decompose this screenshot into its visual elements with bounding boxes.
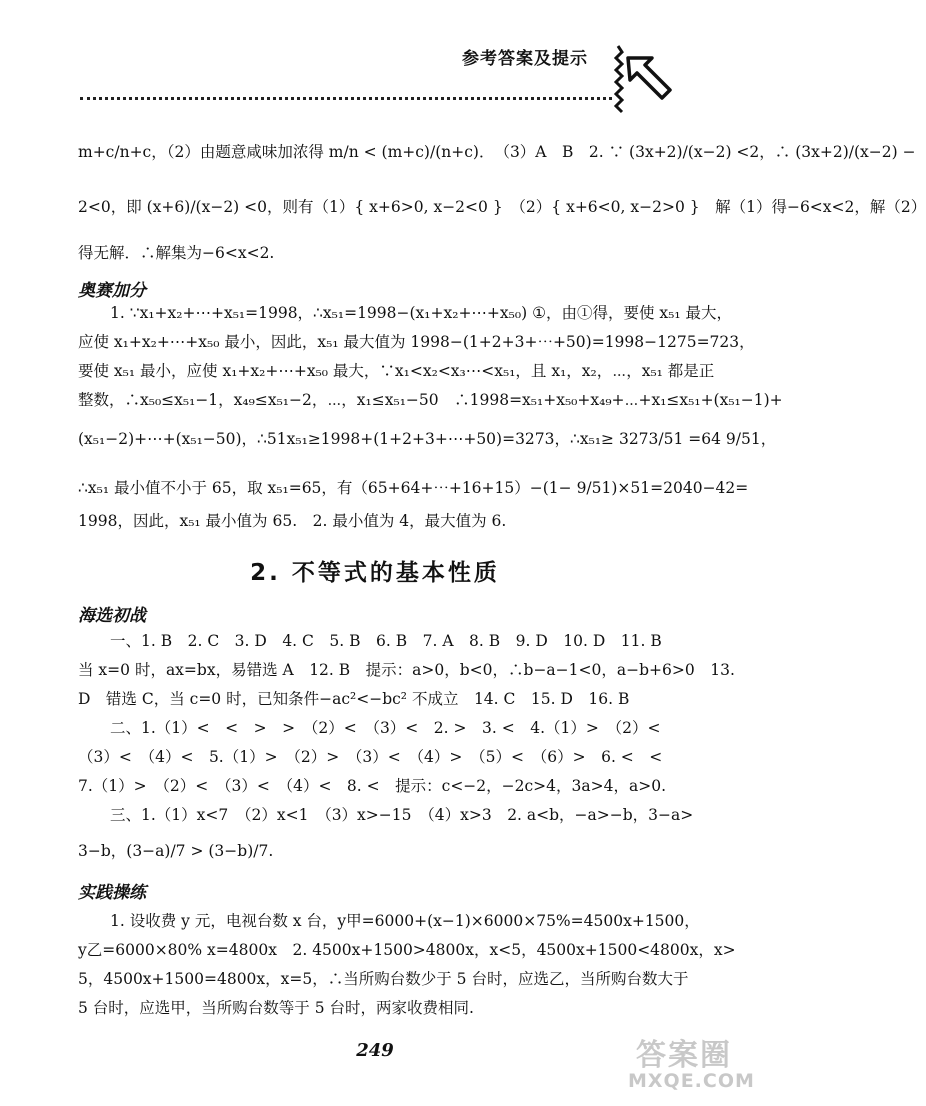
text-line: 5 台时，应选甲，当所购台数等于 5 台时，两家收费相同. <box>78 999 474 1017</box>
text-line: 三、1.（1）x<7 （2）x<1 （3）x>−15 （4）x>3 2. a<b，−a>−b，3−a> <box>110 806 694 824</box>
text-line: 整数，∴x₅₀≤x₅₁−1，x₄₉≤x₅₁−2，⋯，x₁≤x₅₁−50 ∴1998=x₅₁+x₅₀+x₄₉+⋯+x₁≤x₅₁+(x₅₁−1)+ <box>78 391 783 409</box>
text-line: 7.（1）> （2）< （3）< （4）< 8. < 提示：c<−2，−2c>4，3a>4，a>0. <box>78 777 667 795</box>
text-line: y乙=6000×80% x=4800x 2. 4500x+1500>4800x，x<5，4500x+1500<4800x，x> <box>78 941 736 959</box>
text-line: (x₅₁−2)+⋯+(x₅₁−50)，∴51x₅₁≥1998+(1+2+3+⋯+50)=3273，∴x₅₁≥ 3273/51 =64 9/51， <box>78 430 777 448</box>
text-line: 得无解．∴解集为−6<x<2. <box>78 244 275 262</box>
text-line: D 错选 C，当 c=0 时，已知条件−ac²<−bc² 不成立 14. C 15. D 16. B <box>78 690 630 708</box>
text-line: 要使 x₅₁ 最小，应使 x₁+x₂+⋯+x₅₀ 最大，∵x₁<x₂<x₃⋯<x₅₁，且 x₁，x₂，⋯，x₅₁ 都是正 <box>78 362 715 380</box>
text-line: ∴x₅₁ 最小值不小于 65，取 x₅₁=65，有（65+64+⋯+16+15）−(1− 9/51)×51=2040−42= <box>78 479 749 497</box>
section-label-bonus: 奥赛加分 <box>78 281 146 301</box>
section-label-warmup: 海选初战 <box>78 606 146 626</box>
page-number: 249 <box>356 1040 394 1061</box>
text-line: 1. 设收费 y 元，电视台数 x 台，y甲=6000+(x−1)×6000×75%=4500x+1500， <box>110 912 700 930</box>
text-line: 应使 x₁+x₂+⋯+x₅₀ 最小，因此，x₅₁ 最大值为 1998−(1+2+3+⋯+50)=1998−1275=723， <box>78 333 755 351</box>
text-line: （3）< （4）< 5.（1）> （2）> （3）< （4）> （5）< （6）> 6. < < <box>78 748 663 766</box>
text-line: 3−b，(3−a)/7 > (3−b)/7. <box>78 842 274 860</box>
running-header-title: 参考答案及提示 <box>462 49 588 69</box>
text-line: 1. ∵x₁+x₂+⋯+x₅₁=1998，∴x₅₁=1998−(x₁+x₂+⋯+x₅₀) ①，由①得，要使 x₅₁ 最大， <box>110 304 732 322</box>
watermark-logo <box>628 1038 755 1092</box>
chapter-title: 2. 不等式的基本性质 <box>250 560 500 586</box>
text-line: 5，4500x+1500=4800x，x=5，∴当所购台数少于 5 台时，应选乙，当所购台数大于 <box>78 970 689 988</box>
text-line: 二、1.（1）< < > > （2）< （3）< 2. > 3. < 4.（1）> （2）< <box>110 719 661 737</box>
text-line: 一、1. B 2. C 3. D 4. C 5. B 6. B 7. A 8. B 9. D 10. D 11. B <box>110 632 662 650</box>
watermark-text-cn: 答案圈 <box>636 1038 732 1073</box>
text-line: 2<0，即 (x+6)/(x−2) <0，则有（1）{ x+6>0, x−2<0 } （2）{ x+6<0, x−2>0 } 解（1）得−6<x<2，解（2） <box>78 198 926 216</box>
watermark-text-url: MXQE.COM <box>628 1069 755 1092</box>
arrow-decoration-icon <box>612 44 674 116</box>
text-line: 1998，因此，x₅₁ 最小值为 65. 2. 最小值为 4，最大值为 6. <box>78 512 507 530</box>
text-line: 当 x=0 时，ax=bx，易错选 A 12. B 提示：a>0，b<0，∴b−a−1<0，a−b+6>0 13. <box>78 661 735 679</box>
section-label-practice: 实践操练 <box>78 883 146 903</box>
header-dotted-rule <box>80 97 612 100</box>
text-line: m+c/n+c，（2）由题意咸味加浓得 m/n < (m+c)/(n+c)． （3）A B 2. ∵ (3x+2)/(x−2) <2，∴ (3x+2)/(x−2) − <box>78 143 916 161</box>
